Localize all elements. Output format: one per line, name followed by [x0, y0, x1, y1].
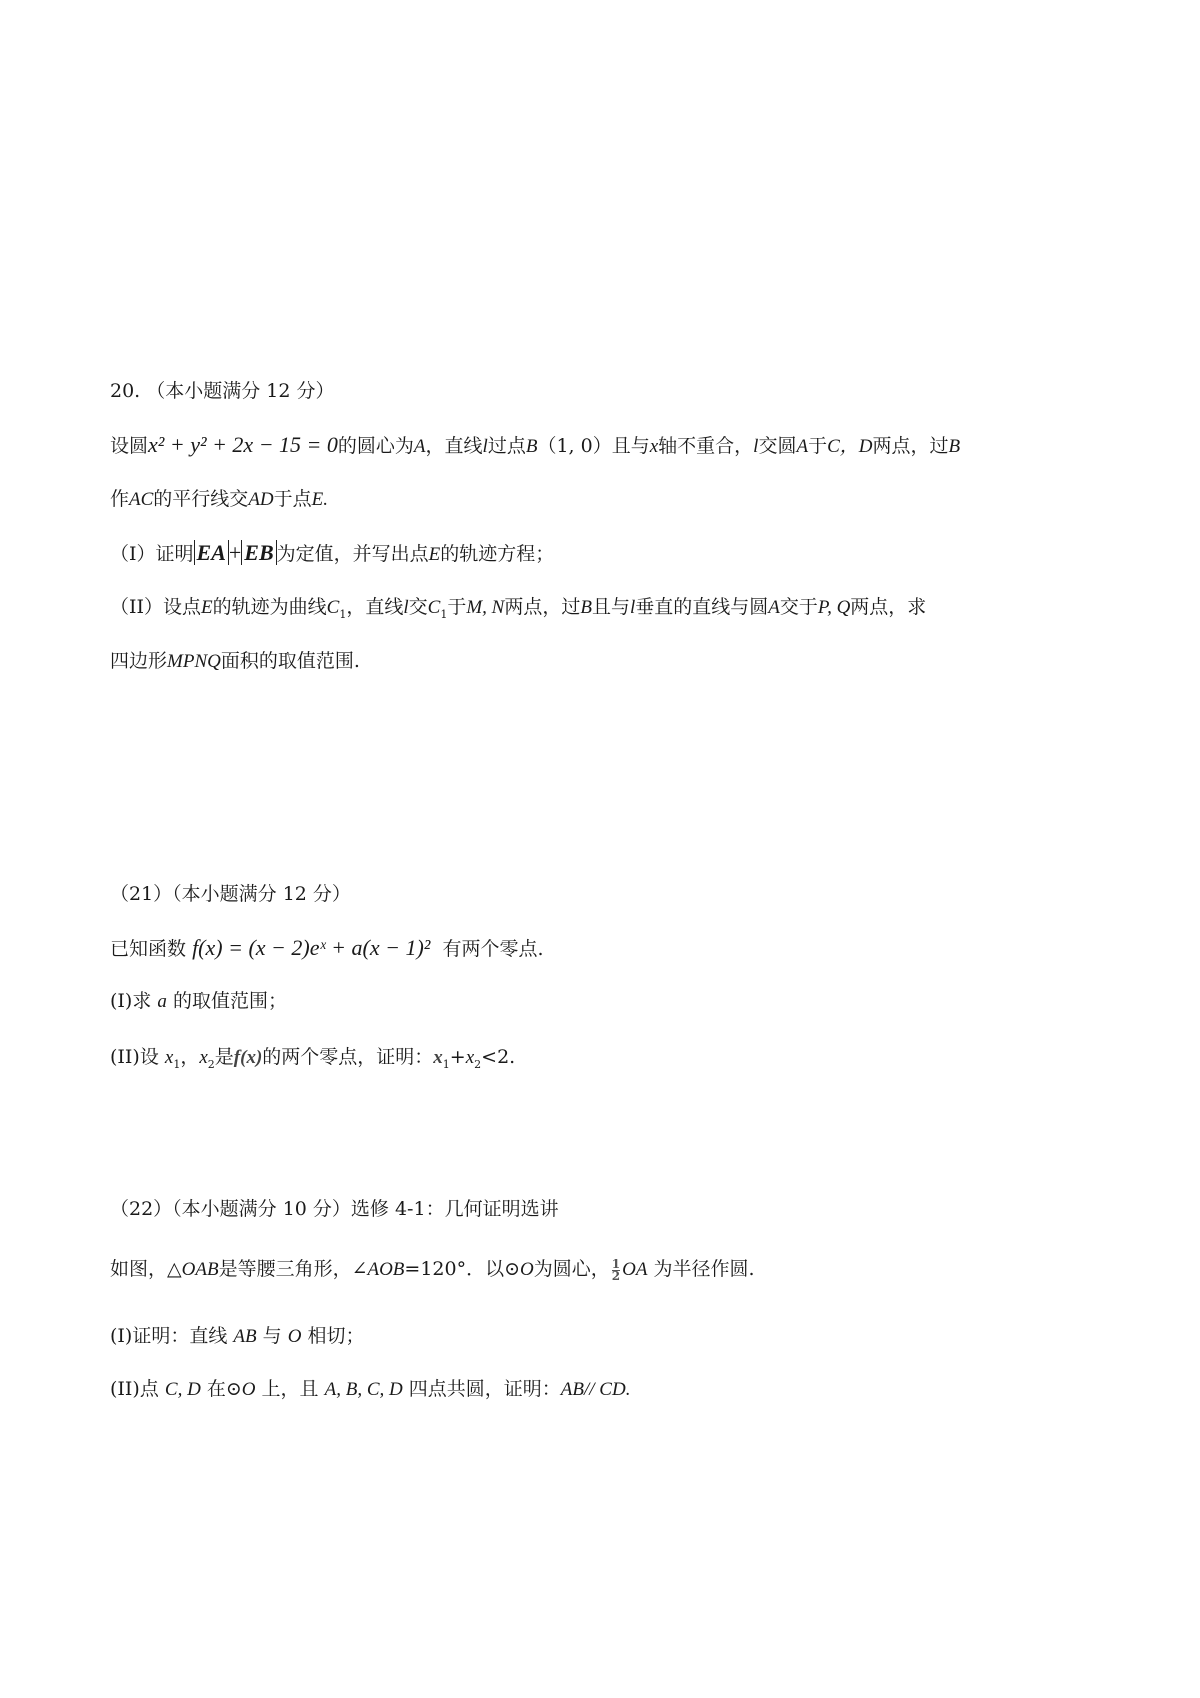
text: + [228, 540, 242, 565]
q20-statement-line2 [110, 488, 328, 512]
text: 作 [110, 488, 130, 510]
text: 是等腰三角形，∠ [218, 1258, 368, 1280]
subscript: 2 [207, 1057, 215, 1071]
abs-EB: EB [241, 540, 276, 565]
text: 交于 [779, 596, 818, 618]
text: 的两个零点，证明： [262, 1046, 434, 1068]
var: M, N [466, 597, 505, 618]
var: B [948, 436, 961, 457]
text: 相切； [307, 1325, 365, 1347]
var: B [525, 436, 538, 457]
text: (I)求 [110, 990, 152, 1012]
text: 面积的取值范围. [220, 650, 360, 672]
subscript: 1 [339, 607, 347, 621]
var: AOB [367, 1259, 405, 1280]
var: O [520, 1259, 534, 1280]
half-fraction [611, 1256, 621, 1283]
text: 的圆心为 [337, 435, 414, 457]
text: 为半径作圆. [653, 1258, 755, 1280]
q21-part2 [110, 1046, 515, 1071]
var: O [241, 1379, 256, 1400]
var: A [413, 436, 426, 457]
text: 的平行线交 [153, 488, 249, 510]
var: C [326, 597, 340, 618]
q20-header: 20. （本小题满分 12 分） [110, 380, 335, 402]
text: 过点 [487, 435, 526, 457]
var: E. [311, 489, 329, 510]
text: 已知函数 [110, 938, 187, 960]
text: （I）证明 [110, 543, 194, 565]
subscript: 1 [442, 1057, 450, 1071]
fraction-denominator: 2 [611, 1268, 621, 1283]
text: 有两个零点. [442, 938, 544, 960]
var: x [465, 1047, 475, 1068]
q20-part1 [110, 540, 554, 567]
text: 两点，求 [850, 596, 927, 618]
subscript: 1 [173, 1057, 181, 1071]
text: 四点共圆，证明： [408, 1378, 561, 1400]
text: =120°．以⊙ [404, 1258, 521, 1280]
var: MPNQ [167, 651, 221, 672]
text: ， [180, 1046, 200, 1068]
q20-part2-line2 [110, 650, 360, 674]
text: 的取值范围； [172, 990, 287, 1012]
var: a [157, 991, 167, 1012]
text: 设圆 [110, 435, 149, 457]
text: + [449, 1046, 466, 1068]
fraction-numerator: 1 [611, 1256, 621, 1271]
text: ，直线 [425, 435, 483, 457]
text: 于点 [273, 488, 312, 510]
var: OAB [181, 1259, 219, 1280]
text: 于 [808, 435, 828, 457]
text: 垂直的直线与圆 [635, 596, 769, 618]
var: E [201, 597, 213, 618]
q21-statement [110, 935, 544, 961]
text: 轴不重合， [658, 435, 754, 457]
var: l [629, 597, 636, 618]
q20-statement-line1 [110, 432, 960, 459]
var: C, D [164, 1379, 201, 1400]
var: AB// CD. [560, 1379, 631, 1400]
text: 于 [447, 596, 467, 618]
var: AB [233, 1326, 257, 1347]
text: （II）设点 [110, 596, 202, 618]
var: l [482, 436, 488, 457]
var: P, Q [817, 597, 851, 618]
q22-statement [110, 1258, 755, 1282]
var: l [753, 436, 759, 457]
abs-EA: EA [194, 540, 229, 565]
circle-equation: x² + y² + 2x − 15 = 0 [148, 432, 338, 457]
subscript: 2 [474, 1057, 482, 1071]
var: B [580, 597, 592, 618]
text: 为定值，并写出点 [276, 543, 429, 565]
text: 是 [214, 1046, 234, 1068]
q22-part1 [110, 1325, 365, 1349]
var: AC [129, 489, 154, 510]
var: x [433, 1047, 443, 1068]
var: A [796, 436, 809, 457]
text: 两点，过 [504, 596, 581, 618]
text: (I)证明：直线 [110, 1325, 228, 1347]
text: 两点，过 [872, 435, 949, 457]
q22-part2 [110, 1378, 630, 1402]
fx-formula: f(x) [233, 1047, 263, 1068]
text: 的轨迹方程； [440, 543, 555, 565]
text: 如图，△ [110, 1258, 182, 1280]
text: 在⊙ [206, 1378, 242, 1400]
var: OA [622, 1259, 648, 1280]
q22-header: （22）（本小题满分 10 分）选修 4-1：几何证明选讲 [110, 1198, 559, 1220]
var: l [403, 597, 409, 618]
text: ，直线 [346, 596, 404, 618]
q21-part1 [110, 990, 287, 1014]
text: 为圆心， [533, 1258, 610, 1280]
text: 四边形 [110, 650, 168, 672]
q21-header: （21）（本小题满分 12 分） [110, 883, 351, 905]
var: O [287, 1326, 302, 1347]
var: x [649, 436, 659, 457]
text: <2. [481, 1046, 516, 1068]
var: C [427, 597, 441, 618]
function-formula: f(x) = (x − 2)eˣ + a(x − 1)² [192, 935, 431, 960]
text: 交 [408, 596, 428, 618]
subscript: 1 [440, 607, 448, 621]
text: 交圆 [758, 435, 797, 457]
text: 与 [262, 1325, 282, 1347]
text: 上，且 [261, 1378, 319, 1400]
var: A, B, C, D [324, 1379, 403, 1400]
text: （1, 0） [537, 435, 612, 457]
text: 的轨迹为曲线 [212, 596, 327, 618]
var: C，D [827, 436, 873, 457]
var: x [199, 1047, 208, 1068]
var: E [428, 544, 441, 565]
var: AD [248, 489, 274, 510]
text: 且与 [591, 596, 630, 618]
var: x [164, 1047, 174, 1068]
text: (II)设 [110, 1046, 159, 1068]
q20-part2-line1 [110, 596, 926, 621]
text: (II)点 [110, 1378, 159, 1400]
text: 且与 [611, 435, 650, 457]
var: A [768, 597, 780, 618]
